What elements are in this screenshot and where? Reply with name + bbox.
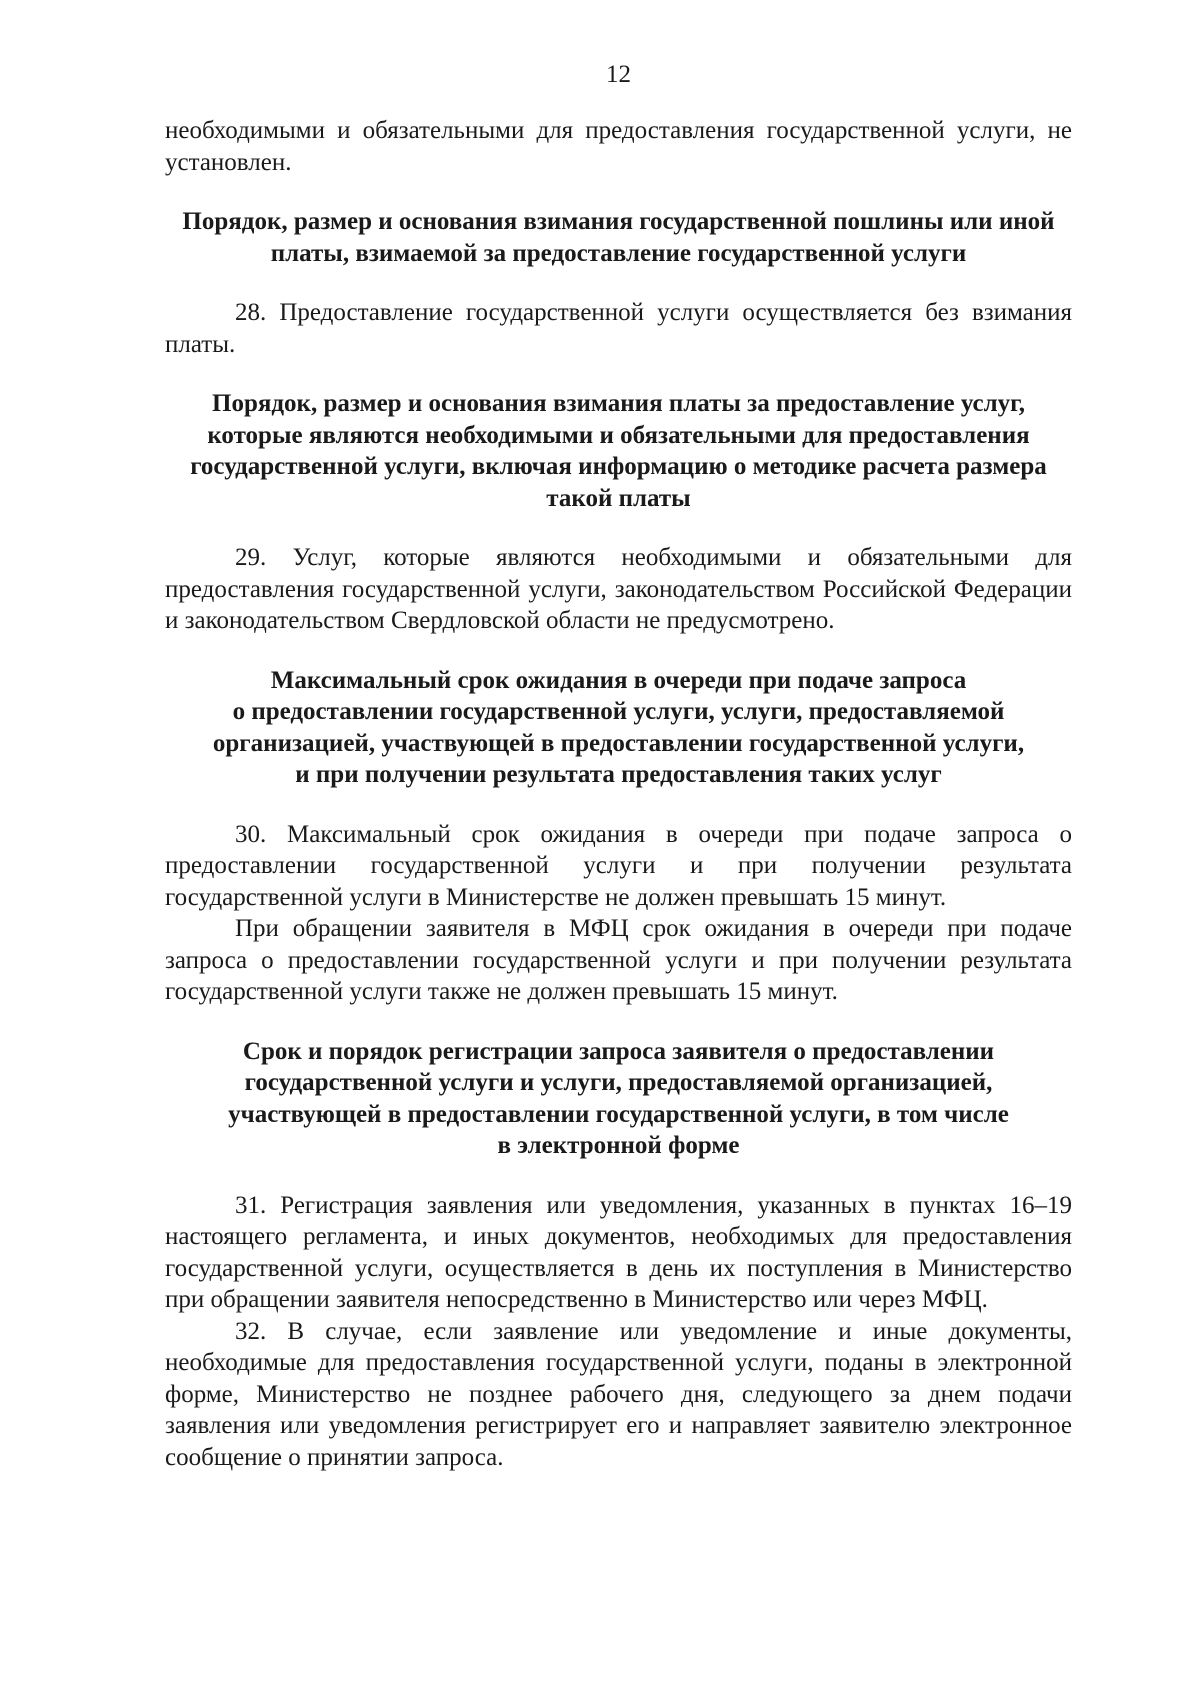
heading-line: государственной услуги и услуги, предоставляемой организацией,	[244, 1069, 993, 1096]
heading-line: о предоставлении государственной услуги, услуги, предоставляемой	[232, 698, 1005, 725]
heading-line: платы, взимаемой за предоставление государственной услуги	[270, 239, 967, 267]
paragraph-31: 31. Регистрация заявления или уведомления, указанных в пунктах 16–19 настоящего регламента, и иных документов, необходимых для предоставления государственной услуги, осуществляется в день их поступления в Министерство при обращении заявителя непосредственно в Министерство или через МФЦ.	[165, 1191, 1072, 1313]
paragraph-28: 28. Предоставление государственной услуги осуществляется без взимания платы.	[165, 299, 1072, 358]
paragraph-29: 29. Услуг, которые являются необходимыми и обязательными для предоставления государственной услуги, законодательством Российской Федерации и законодательством Свердловской области не предусмотрено.	[165, 544, 1072, 634]
section-heading-payment-for-services	[165, 388, 1072, 514]
heading-line: и при получении результата предоставления таких услуг	[295, 761, 942, 788]
heading-line: такой платы	[546, 484, 691, 512]
section-heading-fee	[165, 206, 1072, 269]
heading-line: в электронной форме	[497, 1132, 740, 1159]
heading-line: организацией, участвующей в предоставлении государственной услуги,	[212, 729, 1025, 757]
heading-line: Срок и порядок регистрации запроса заявителя о предоставлении	[242, 1037, 995, 1065]
heading-line: Максимальный срок ожидания в очереди при подаче запроса	[270, 666, 967, 694]
heading-line: государственной услуги, включая информацию о методике расчета размера	[190, 453, 1047, 480]
paragraph-32: 32. В случае, если заявление или уведомление и иные документы, необходимые для предоставления государственной услуги, поданы в электронной форме, Министерство не позднее рабочего дня, следующего за днем подачи заявления или уведомления регистрирует его и направляет заявителю электронное сообщение о принятии запроса.	[165, 1317, 1072, 1471]
heading-line: Порядок, размер и основания взимания государственной пошлины или иной	[182, 208, 1055, 235]
paragraph-30: 30. Максимальный срок ожидания в очереди при подаче запроса о предоставлении государственной услуги и при получении результата государственной услуги в Министерстве не должен превышать 15 минут.	[165, 820, 1072, 911]
heading-line: участвующей в предоставлении государственной услуги, в том числе	[228, 1100, 1009, 1128]
page-number: 12	[606, 61, 631, 88]
paragraph-continuation: необходимыми и обязательными для предоставления государственной услуги, не установлен.	[165, 117, 1072, 176]
section-heading-queue-time	[165, 665, 1072, 791]
section-heading-registration	[165, 1036, 1072, 1162]
heading-line: Порядок, размер и основания взимания платы за предоставление услуг,	[212, 390, 1025, 417]
paragraph-30-mfc: При обращении заявителя в МФЦ срок ожидания в очереди при подаче запроса о предоставлении государственной услуги и при получении результата государственной услуги также не должен превышать 15 минут.	[165, 915, 1072, 1005]
heading-line: которые являются необходимыми и обязательными для предоставления	[207, 421, 1030, 449]
